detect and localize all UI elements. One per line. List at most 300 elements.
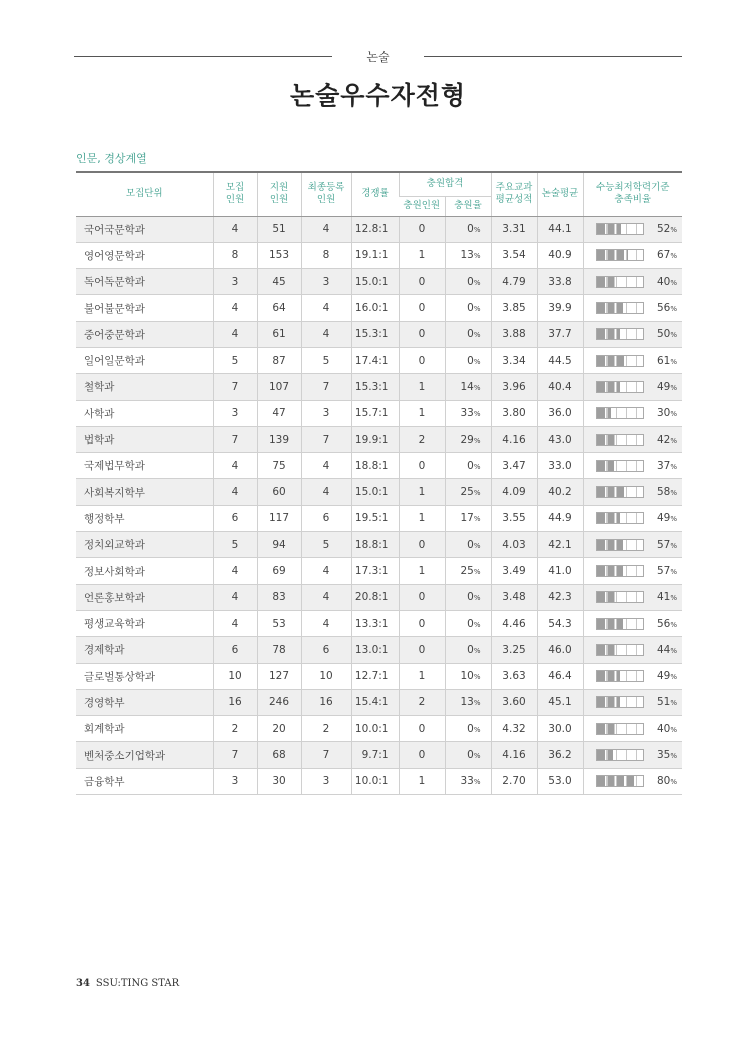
cell-final-registered: 7 <box>301 742 351 768</box>
cell-unit: 국제법무학과 <box>76 453 213 479</box>
cell-essay-avg: 36.2 <box>537 742 583 768</box>
cell-suneung <box>583 426 682 452</box>
cell-quota: 16 <box>213 689 257 715</box>
suneung-progress-bar <box>596 749 644 761</box>
cell-unit: 벤처중소기업학과 <box>76 742 213 768</box>
col-header-final-registered: 최종등록 인원 <box>301 172 351 216</box>
suneung-progress-fill <box>597 487 624 497</box>
suneung-progress-fill <box>597 619 623 629</box>
col-header-additional: 충원합격 <box>399 172 491 196</box>
cell-applicants: 60 <box>257 479 301 505</box>
table-row <box>76 505 682 531</box>
cell-additional-count: 1 <box>399 505 445 531</box>
cell-unit: 국어국문학과 <box>76 216 213 242</box>
suneung-percent: 50% <box>656 328 677 341</box>
cell-essay-avg: 39.9 <box>537 295 583 321</box>
col-header-applicants: 지원 인원 <box>257 172 301 216</box>
header-rule-left <box>74 56 332 57</box>
cell-unit: 독어독문학과 <box>76 269 213 295</box>
cell-unit: 일어일문학과 <box>76 347 213 373</box>
cell-final-registered: 16 <box>301 689 351 715</box>
cell-final-registered: 3 <box>301 768 351 794</box>
table-row <box>76 663 682 689</box>
col-header-additional-rate: 충원율 <box>445 196 491 216</box>
cell-applicants: 127 <box>257 663 301 689</box>
suneung-percent: 30% <box>656 407 677 420</box>
cell-major-grade: 3.49 <box>491 558 537 584</box>
cell-major-grade: 3.25 <box>491 637 537 663</box>
cell-applicants: 69 <box>257 558 301 584</box>
cell-quota: 6 <box>213 637 257 663</box>
cell-quota: 5 <box>213 532 257 558</box>
suneung-progress-fill <box>597 224 621 234</box>
table-row <box>76 689 682 715</box>
cell-unit: 사회복지학부 <box>76 479 213 505</box>
cell-unit: 경제학과 <box>76 637 213 663</box>
cell-quota: 10 <box>213 663 257 689</box>
suneung-progress-bar <box>596 249 644 261</box>
col-header-quota: 모집 인원 <box>213 172 257 216</box>
cell-unit: 행정학부 <box>76 505 213 531</box>
header-rule-right <box>424 56 682 57</box>
cell-additional-rate: 13% <box>445 242 491 268</box>
suneung-progress-bar <box>596 775 644 787</box>
table-row <box>76 558 682 584</box>
cell-competition: 18.8:1 <box>351 532 399 558</box>
table-row <box>76 400 682 426</box>
cell-competition: 20.8:1 <box>351 584 399 610</box>
suneung-progress-bar <box>596 512 644 524</box>
suneung-percent: 61% <box>656 354 677 367</box>
cell-essay-avg: 41.0 <box>537 558 583 584</box>
cell-additional-count: 0 <box>399 347 445 373</box>
cell-additional-count: 1 <box>399 374 445 400</box>
cell-unit: 사학과 <box>76 400 213 426</box>
cell-essay-avg: 53.0 <box>537 768 583 794</box>
cell-suneung <box>583 716 682 742</box>
cell-unit: 법학과 <box>76 426 213 452</box>
cell-unit: 정치외교학과 <box>76 532 213 558</box>
suneung-progress-bar <box>596 407 644 419</box>
suneung-progress-bar <box>596 276 644 288</box>
table-row <box>76 532 682 558</box>
suneung-progress-bar <box>596 460 644 472</box>
cell-additional-rate: 0% <box>445 610 491 636</box>
cell-suneung <box>583 321 682 347</box>
cell-suneung <box>583 689 682 715</box>
suneung-percent: 49% <box>656 512 677 525</box>
cell-applicants: 78 <box>257 637 301 663</box>
cell-essay-avg: 43.0 <box>537 426 583 452</box>
cell-competition: 19.9:1 <box>351 426 399 452</box>
cell-additional-rate: 0% <box>445 269 491 295</box>
cell-final-registered: 6 <box>301 505 351 531</box>
cell-essay-avg: 40.4 <box>537 374 583 400</box>
table-row <box>76 584 682 610</box>
publication-name: SSU:TING STAR <box>95 978 180 989</box>
cell-applicants: 47 <box>257 400 301 426</box>
cell-major-grade: 3.31 <box>491 216 537 242</box>
cell-major-grade: 3.34 <box>491 347 537 373</box>
cell-suneung <box>583 532 682 558</box>
suneung-percent: 49% <box>656 670 677 683</box>
cell-final-registered: 3 <box>301 400 351 426</box>
suneung-progress-fill <box>597 461 614 471</box>
col-header-additional-count: 충원인원 <box>399 196 445 216</box>
cell-major-grade: 4.09 <box>491 479 537 505</box>
cell-additional-count: 0 <box>399 453 445 479</box>
cell-essay-avg: 46.4 <box>537 663 583 689</box>
table-row <box>76 242 682 268</box>
cell-suneung <box>583 610 682 636</box>
cell-essay-avg: 33.8 <box>537 269 583 295</box>
cell-unit: 경영학부 <box>76 689 213 715</box>
cell-applicants: 30 <box>257 768 301 794</box>
cell-final-registered: 4 <box>301 321 351 347</box>
cell-applicants: 45 <box>257 269 301 295</box>
cell-final-registered: 4 <box>301 584 351 610</box>
cell-quota: 3 <box>213 400 257 426</box>
cell-unit: 금융학부 <box>76 768 213 794</box>
col-header-major-grade: 주요교과 평균성적 <box>491 172 537 216</box>
suneung-progress-bar <box>596 302 644 314</box>
cell-additional-count: 1 <box>399 663 445 689</box>
cell-additional-count: 0 <box>399 532 445 558</box>
cell-quota: 4 <box>213 584 257 610</box>
section-tag: 논술 <box>366 50 390 64</box>
cell-applicants: 107 <box>257 374 301 400</box>
cell-major-grade: 4.16 <box>491 426 537 452</box>
col-header-essay-avg: 논술평균 <box>537 172 583 216</box>
cell-additional-count: 0 <box>399 610 445 636</box>
cell-major-grade: 3.60 <box>491 689 537 715</box>
suneung-progress-bar <box>596 434 644 446</box>
cell-major-grade: 3.96 <box>491 374 537 400</box>
cell-suneung <box>583 479 682 505</box>
cell-unit: 평생교육학과 <box>76 610 213 636</box>
cell-unit: 철학과 <box>76 374 213 400</box>
cell-applicants: 139 <box>257 426 301 452</box>
suneung-percent: 57% <box>656 538 677 551</box>
cell-unit: 회계학과 <box>76 716 213 742</box>
page-number: 34 <box>76 978 90 989</box>
cell-unit: 정보사회학과 <box>76 558 213 584</box>
cell-suneung <box>583 558 682 584</box>
cell-final-registered: 4 <box>301 558 351 584</box>
cell-essay-avg: 42.1 <box>537 532 583 558</box>
suneung-percent: 67% <box>656 249 677 262</box>
cell-essay-avg: 37.7 <box>537 321 583 347</box>
cell-additional-count: 0 <box>399 742 445 768</box>
suneung-progress-bar <box>596 486 644 498</box>
cell-quota: 4 <box>213 321 257 347</box>
cell-final-registered: 2 <box>301 716 351 742</box>
suneung-percent: 56% <box>656 302 677 315</box>
cell-competition: 15.3:1 <box>351 374 399 400</box>
cell-competition: 12.8:1 <box>351 216 399 242</box>
admission-results-table <box>76 171 682 795</box>
cell-quota: 8 <box>213 242 257 268</box>
col-header-suneung: 수능최저학력기준 충족비율 <box>583 172 682 216</box>
cell-additional-count: 0 <box>399 269 445 295</box>
cell-essay-avg: 44.5 <box>537 347 583 373</box>
cell-quota: 4 <box>213 558 257 584</box>
cell-additional-rate: 0% <box>445 716 491 742</box>
cell-additional-count: 2 <box>399 426 445 452</box>
cell-suneung <box>583 347 682 373</box>
table-row <box>76 716 682 742</box>
cell-final-registered: 4 <box>301 216 351 242</box>
suneung-percent: 40% <box>656 722 677 735</box>
table-row <box>76 347 682 373</box>
cell-competition: 15.3:1 <box>351 321 399 347</box>
suneung-percent: 44% <box>656 643 677 656</box>
table-row <box>76 295 682 321</box>
cell-competition: 10.0:1 <box>351 716 399 742</box>
cell-suneung <box>583 400 682 426</box>
cell-additional-rate: 0% <box>445 216 491 242</box>
cell-final-registered: 10 <box>301 663 351 689</box>
cell-major-grade: 3.88 <box>491 321 537 347</box>
cell-final-registered: 5 <box>301 347 351 373</box>
cell-major-grade: 4.46 <box>491 610 537 636</box>
cell-suneung <box>583 295 682 321</box>
cell-suneung <box>583 663 682 689</box>
cell-unit: 영어영문학과 <box>76 242 213 268</box>
cell-final-registered: 7 <box>301 426 351 452</box>
suneung-progress-fill <box>597 566 623 576</box>
cell-suneung <box>583 453 682 479</box>
cell-competition: 19.1:1 <box>351 242 399 268</box>
suneung-progress-fill <box>597 750 613 760</box>
cell-competition: 17.3:1 <box>351 558 399 584</box>
suneung-progress-fill <box>597 303 623 313</box>
suneung-progress-bar <box>596 539 644 551</box>
cell-major-grade: 3.80 <box>491 400 537 426</box>
suneung-percent: 49% <box>656 380 677 393</box>
cell-final-registered: 6 <box>301 637 351 663</box>
table-row <box>76 269 682 295</box>
suneung-progress-bar <box>596 355 644 367</box>
cell-essay-avg: 42.3 <box>537 584 583 610</box>
cell-quota: 4 <box>213 295 257 321</box>
page-title: 논술우수자전형 <box>289 81 467 110</box>
cell-competition: 15.0:1 <box>351 269 399 295</box>
cell-quota: 4 <box>213 453 257 479</box>
cell-competition: 9.7:1 <box>351 742 399 768</box>
table-row <box>76 453 682 479</box>
table-row <box>76 610 682 636</box>
cell-quota: 7 <box>213 374 257 400</box>
suneung-progress-fill <box>597 408 611 418</box>
suneung-percent: 35% <box>656 749 677 762</box>
suneung-percent: 56% <box>656 617 677 630</box>
cell-additional-count: 0 <box>399 295 445 321</box>
cell-unit: 불어불문학과 <box>76 295 213 321</box>
cell-quota: 4 <box>213 610 257 636</box>
table-row <box>76 216 682 242</box>
table-row <box>76 479 682 505</box>
cell-additional-count: 1 <box>399 400 445 426</box>
table-row <box>76 321 682 347</box>
cell-competition: 15.0:1 <box>351 479 399 505</box>
cell-major-grade: 4.03 <box>491 532 537 558</box>
cell-additional-count: 0 <box>399 584 445 610</box>
cell-applicants: 68 <box>257 742 301 768</box>
cell-additional-rate: 0% <box>445 453 491 479</box>
cell-competition: 17.4:1 <box>351 347 399 373</box>
cell-additional-rate: 0% <box>445 347 491 373</box>
suneung-percent: 40% <box>656 275 677 288</box>
table-row <box>76 768 682 794</box>
suneung-progress-fill <box>597 356 625 366</box>
cell-unit: 언론홍보학과 <box>76 584 213 610</box>
cell-final-registered: 4 <box>301 610 351 636</box>
cell-competition: 12.7:1 <box>351 663 399 689</box>
suneung-percent: 57% <box>656 565 677 577</box>
suneung-progress-fill <box>597 540 623 550</box>
cell-applicants: 75 <box>257 453 301 479</box>
cell-major-grade: 4.79 <box>491 269 537 295</box>
cell-additional-count: 1 <box>399 242 445 268</box>
cell-additional-rate: 14% <box>445 374 491 400</box>
col-header-unit: 모집단위 <box>76 172 213 216</box>
suneung-progress-bar <box>596 591 644 603</box>
suneung-progress-bar <box>596 328 644 340</box>
cell-major-grade: 2.70 <box>491 768 537 794</box>
cell-final-registered: 4 <box>301 453 351 479</box>
cell-essay-avg: 36.0 <box>537 400 583 426</box>
cell-additional-rate: 0% <box>445 321 491 347</box>
cell-essay-avg: 46.0 <box>537 637 583 663</box>
cell-additional-rate: 0% <box>445 584 491 610</box>
cell-suneung <box>583 768 682 794</box>
cell-final-registered: 8 <box>301 242 351 268</box>
cell-additional-count: 0 <box>399 716 445 742</box>
suneung-progress-bar <box>596 381 644 393</box>
cell-additional-count: 1 <box>399 558 445 584</box>
cell-additional-rate: 25% <box>445 558 491 584</box>
suneung-progress-fill <box>597 250 628 260</box>
cell-additional-count: 2 <box>399 689 445 715</box>
cell-additional-rate: 25% <box>445 479 491 505</box>
suneung-progress-bar <box>596 696 644 708</box>
cell-competition: 10.0:1 <box>351 768 399 794</box>
category-label: 인문, 경상계열 <box>76 152 147 165</box>
cell-applicants: 246 <box>257 689 301 715</box>
cell-essay-avg: 33.0 <box>537 453 583 479</box>
cell-major-grade: 3.47 <box>491 453 537 479</box>
cell-additional-rate: 17% <box>445 505 491 531</box>
cell-final-registered: 3 <box>301 269 351 295</box>
cell-additional-count: 0 <box>399 637 445 663</box>
suneung-percent: 52% <box>656 223 677 236</box>
cell-essay-avg: 44.1 <box>537 216 583 242</box>
table-row <box>76 374 682 400</box>
cell-applicants: 53 <box>257 610 301 636</box>
cell-essay-avg: 40.2 <box>537 479 583 505</box>
cell-applicants: 153 <box>257 242 301 268</box>
cell-final-registered: 7 <box>301 374 351 400</box>
cell-additional-rate: 33% <box>445 768 491 794</box>
table-row <box>76 742 682 768</box>
cell-additional-count: 0 <box>399 321 445 347</box>
suneung-progress-bar <box>596 565 644 577</box>
cell-suneung <box>583 242 682 268</box>
cell-final-registered: 5 <box>301 532 351 558</box>
cell-additional-rate: 0% <box>445 742 491 768</box>
cell-suneung <box>583 216 682 242</box>
cell-competition: 15.4:1 <box>351 689 399 715</box>
cell-major-grade: 3.85 <box>491 295 537 321</box>
cell-additional-count: 1 <box>399 479 445 505</box>
cell-quota: 4 <box>213 216 257 242</box>
cell-final-registered: 4 <box>301 479 351 505</box>
cell-unit: 중어중문학과 <box>76 321 213 347</box>
col-header-competition: 경쟁률 <box>351 172 399 216</box>
cell-major-grade: 4.32 <box>491 716 537 742</box>
suneung-percent: 42% <box>656 433 677 446</box>
cell-quota: 6 <box>213 505 257 531</box>
cell-applicants: 51 <box>257 216 301 242</box>
cell-essay-avg: 54.3 <box>537 610 583 636</box>
suneung-progress-bar <box>596 670 644 682</box>
cell-additional-count: 1 <box>399 768 445 794</box>
cell-competition: 19.5:1 <box>351 505 399 531</box>
cell-quota: 5 <box>213 347 257 373</box>
cell-applicants: 87 <box>257 347 301 373</box>
cell-major-grade: 3.63 <box>491 663 537 689</box>
cell-suneung <box>583 374 682 400</box>
suneung-progress-bar <box>596 618 644 630</box>
table-body <box>76 216 682 795</box>
cell-quota: 7 <box>213 426 257 452</box>
cell-suneung <box>583 505 682 531</box>
cell-suneung <box>583 269 682 295</box>
cell-competition: 13.0:1 <box>351 637 399 663</box>
cell-quota: 2 <box>213 716 257 742</box>
cell-quota: 4 <box>213 479 257 505</box>
cell-major-grade: 3.54 <box>491 242 537 268</box>
cell-suneung <box>583 742 682 768</box>
cell-competition: 16.0:1 <box>351 295 399 321</box>
cell-additional-rate: 13% <box>445 689 491 715</box>
cell-essay-avg: 30.0 <box>537 716 583 742</box>
suneung-progress-bar <box>596 223 644 235</box>
cell-applicants: 94 <box>257 532 301 558</box>
cell-essay-avg: 40.9 <box>537 242 583 268</box>
cell-essay-avg: 45.1 <box>537 689 583 715</box>
cell-additional-rate: 0% <box>445 532 491 558</box>
footer <box>76 978 179 989</box>
cell-applicants: 61 <box>257 321 301 347</box>
cell-competition: 15.7:1 <box>351 400 399 426</box>
cell-quota: 3 <box>213 768 257 794</box>
table-row <box>76 637 682 663</box>
cell-major-grade: 3.55 <box>491 505 537 531</box>
suneung-progress-bar <box>596 723 644 735</box>
cell-applicants: 20 <box>257 716 301 742</box>
cell-unit: 글로벌통상학과 <box>76 663 213 689</box>
cell-quota: 3 <box>213 269 257 295</box>
cell-additional-rate: 10% <box>445 663 491 689</box>
cell-final-registered: 4 <box>301 295 351 321</box>
cell-major-grade: 4.16 <box>491 742 537 768</box>
suneung-percent: 80% <box>656 775 677 788</box>
cell-quota: 7 <box>213 742 257 768</box>
suneung-progress-bar <box>596 644 644 656</box>
suneung-percent: 58% <box>656 486 677 499</box>
